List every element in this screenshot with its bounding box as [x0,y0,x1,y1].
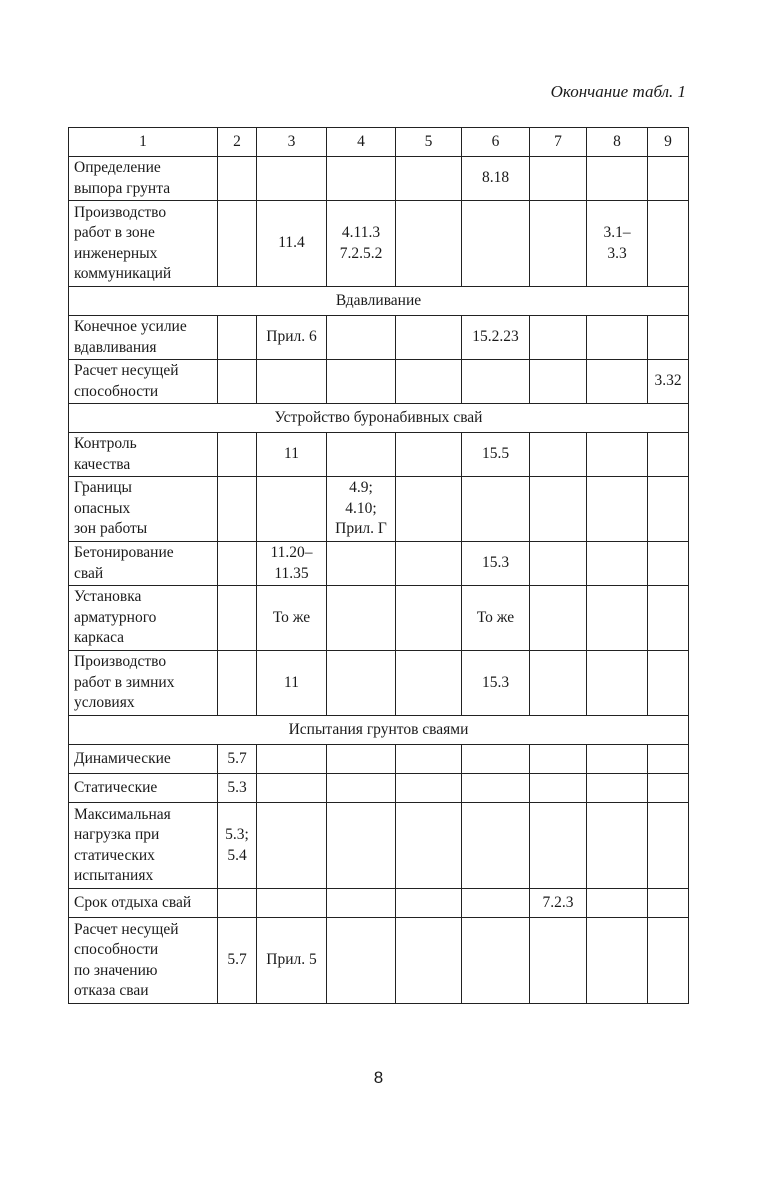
section-title: Испытания грунтов сваями [69,716,689,745]
table-cell [257,774,327,803]
table-cell [327,918,396,1004]
cell-line: 15.3 [481,554,510,572]
header-row [69,128,689,157]
table-cell [587,542,648,586]
table-cell [462,651,530,716]
table-cell [396,477,462,542]
table-cell [396,201,462,287]
table-cell [218,316,257,360]
table-cell [218,360,257,404]
table-cell [587,586,648,651]
column-header: 2 [218,128,257,157]
row-label [69,360,218,404]
table-cell [530,586,587,651]
column-header: 5 [396,128,462,157]
cell-line: 15.5 [481,445,510,463]
cell-line: Прил. 5 [266,951,317,969]
table-cell [648,651,689,716]
table-cell [587,651,648,716]
cell-line: 8.18 [481,169,510,187]
cell-line: Прил. Г [335,520,387,538]
table-cell [530,157,587,201]
table-cell [327,477,396,542]
table-row [69,433,689,477]
table-row [69,201,689,287]
table-cell [462,745,530,774]
cell-line: Статические [74,778,158,796]
table-cell [257,889,327,918]
table-cell [587,477,648,542]
cell-line: свай [74,564,104,582]
table-cell [462,542,530,586]
table-cell [530,774,587,803]
table-cell [530,316,587,360]
cell-line: 3.32 [654,372,682,390]
table-row [69,918,689,1004]
table-cell [327,201,396,287]
table-cell [587,360,648,404]
cell-line: вдавливания [74,338,157,356]
cell-line: каркаса [74,629,125,647]
column-header: 7 [530,128,587,157]
table-cell [462,918,530,1004]
cell-line: способности [74,382,159,400]
cell-line: Установка [74,588,142,606]
table-cell [327,433,396,477]
cell-line: 4.11.3 [341,224,381,241]
row-label [69,316,218,360]
table-cell [396,651,462,716]
table-row [69,586,689,651]
table-caption: Окончание табл. 1 [550,82,686,101]
row-label [69,774,218,803]
table-cell [218,542,257,586]
table-cell [396,542,462,586]
cell-line: качества [74,455,131,473]
row-label [69,586,218,651]
table-cell [327,889,396,918]
table-cell [648,433,689,477]
table-cell [257,360,327,404]
table-cell [257,651,327,716]
table-cell [462,889,530,918]
table-cell [396,745,462,774]
table-cell [218,745,257,774]
table-cell [396,889,462,918]
table-cell [462,477,530,542]
cell-line: 11 [284,445,299,463]
reference-table [68,127,689,1004]
table-cell [462,774,530,803]
table-cell [257,477,327,542]
table-cell [530,651,587,716]
cell-line: нагрузка при [74,826,160,843]
row-label [69,477,218,542]
row-label [69,433,218,477]
table-cell [530,745,587,774]
table-cell [530,477,587,542]
table-cell [648,745,689,774]
table-cell [218,774,257,803]
cell-line: 5.7 [227,749,247,767]
cell-line: статических [74,846,155,864]
cell-line: 5.3; [225,826,249,843]
cell-line: 3.3 [607,244,627,262]
table-cell [462,433,530,477]
cell-line: То же [272,608,311,626]
cell-line: 4.9; [349,479,373,497]
table-row [69,360,689,404]
table-cell [396,433,462,477]
table-cell [587,803,648,889]
table-cell [648,918,689,1004]
table-cell [648,201,689,287]
cell-line: Прил. 6 [266,328,317,346]
cell-line: 4.10; [345,499,377,517]
table-cell [530,360,587,404]
cell-line: 3.1– [603,224,631,241]
row-label [69,201,218,287]
row-label [69,542,218,586]
table-cell [257,918,327,1004]
cell-line: 11.4 [278,234,305,252]
table-cell [257,433,327,477]
cell-line: Производство [74,203,167,221]
table-cell [257,201,327,287]
table-row [69,889,689,918]
table-cell [327,803,396,889]
section-title: Устройство буронабивных свай [69,404,689,433]
table-cell [327,360,396,404]
table-cell [396,360,462,404]
section-title: Вдавливание [69,287,689,316]
table-cell [648,889,689,918]
table-cell [462,316,530,360]
cell-line: выпора грунта [74,179,171,197]
table-cell [257,316,327,360]
cell-line: 5.3 [227,778,247,796]
column-header: 3 [257,128,327,157]
cell-line: арматурного [74,608,157,626]
section-row [69,287,689,316]
table-cell [327,542,396,586]
table-cell [648,803,689,889]
table-cell [530,433,587,477]
table-cell [396,157,462,201]
cell-line: условиях [74,694,135,712]
table-row [69,542,689,586]
table-cell [327,651,396,716]
table-cell [327,745,396,774]
cell-line: 11.20– [270,544,313,561]
table-cell [648,542,689,586]
table-cell [218,803,257,889]
table-row [69,774,689,803]
table-cell [648,157,689,201]
table-row [69,651,689,716]
cell-line: Контроль [74,435,137,452]
row-label [69,157,218,201]
cell-line: 15.2.23 [472,328,519,346]
cell-line: опасных [74,499,131,517]
cell-line: То же [476,608,515,626]
table-cell [462,201,530,287]
table-cell [530,201,587,287]
column-header: 8 [587,128,648,157]
cell-line: зон работы [74,520,148,538]
table-cell [218,433,257,477]
row-label [69,918,218,1004]
table-cell [257,745,327,774]
table-cell [396,316,462,360]
table-cell [396,803,462,889]
table-cell [587,157,648,201]
table-row [69,316,689,360]
table-cell [218,477,257,542]
cell-line: инженерных [74,244,158,262]
cell-line: 11 [284,673,299,691]
cell-line: по значению [74,961,158,979]
cell-line: 5.7 [227,951,247,969]
column-header: 9 [648,128,689,157]
cell-line: Срок отдыха свай [74,893,192,911]
table-cell [257,157,327,201]
table-cell [327,316,396,360]
row-label [69,745,218,774]
cell-line: Бетонирование [74,544,174,561]
table-cell [530,542,587,586]
table-cell [257,586,327,651]
table-cell [587,745,648,774]
table-cell [327,157,396,201]
table-cell [257,803,327,889]
table-cell [587,918,648,1004]
table-cell [462,360,530,404]
table-row [69,477,689,542]
table-cell [530,918,587,1004]
cell-line: испытаниях [74,867,154,884]
row-label [69,651,218,716]
table-cell [530,803,587,889]
page-number: 8 [373,1068,384,1087]
table-cell [396,774,462,803]
cell-line: Границы [74,479,132,497]
cell-line: 5.4 [227,846,247,864]
cell-line: способности [74,941,159,958]
cell-line: работ в зоне [74,224,155,241]
table-row [69,803,689,889]
cell-line: 11.35 [274,564,309,582]
table-cell [462,157,530,201]
table-cell [648,774,689,803]
table-cell [218,918,257,1004]
table-cell [218,651,257,716]
table-cell [327,774,396,803]
table-cell [648,586,689,651]
cell-line: работ в зимних [74,673,175,691]
cell-line: 7.2.3 [542,893,574,911]
row-label [69,889,218,918]
cell-line: Максимальная [74,805,171,823]
cell-line: Расчет несущей [74,362,179,379]
table-cell [462,803,530,889]
table-cell [587,433,648,477]
table-cell [530,889,587,918]
row-label [69,803,218,889]
table-cell [218,201,257,287]
table-cell [218,889,257,918]
cell-line: Конечное усилие [74,318,187,335]
table-cell [218,157,257,201]
column-header: 6 [462,128,530,157]
table-cell [327,586,396,651]
table-cell [587,316,648,360]
table-cell [648,316,689,360]
cell-line: Производство [74,653,167,671]
table-cell [587,201,648,287]
table-cell [587,774,648,803]
section-row [69,404,689,433]
table-cell [648,477,689,542]
cell-line: Динамические [74,749,171,767]
cell-line: отказа сваи [74,982,149,999]
table-row [69,157,689,201]
table-cell [218,586,257,651]
section-row [69,716,689,745]
table-cell [462,586,530,651]
cell-line: 15.3 [481,673,510,691]
cell-line: коммуникаций [74,265,172,282]
column-header: 4 [327,128,396,157]
cell-line: Расчет несущей [74,920,179,938]
cell-line: Определение [74,159,161,176]
column-header: 1 [69,128,218,157]
table-cell [587,889,648,918]
table-cell [396,918,462,1004]
table-cell [396,586,462,651]
table-cell [648,360,689,404]
cell-line: 7.2.5.2 [339,244,383,262]
table-cell [257,542,327,586]
table-row [69,745,689,774]
